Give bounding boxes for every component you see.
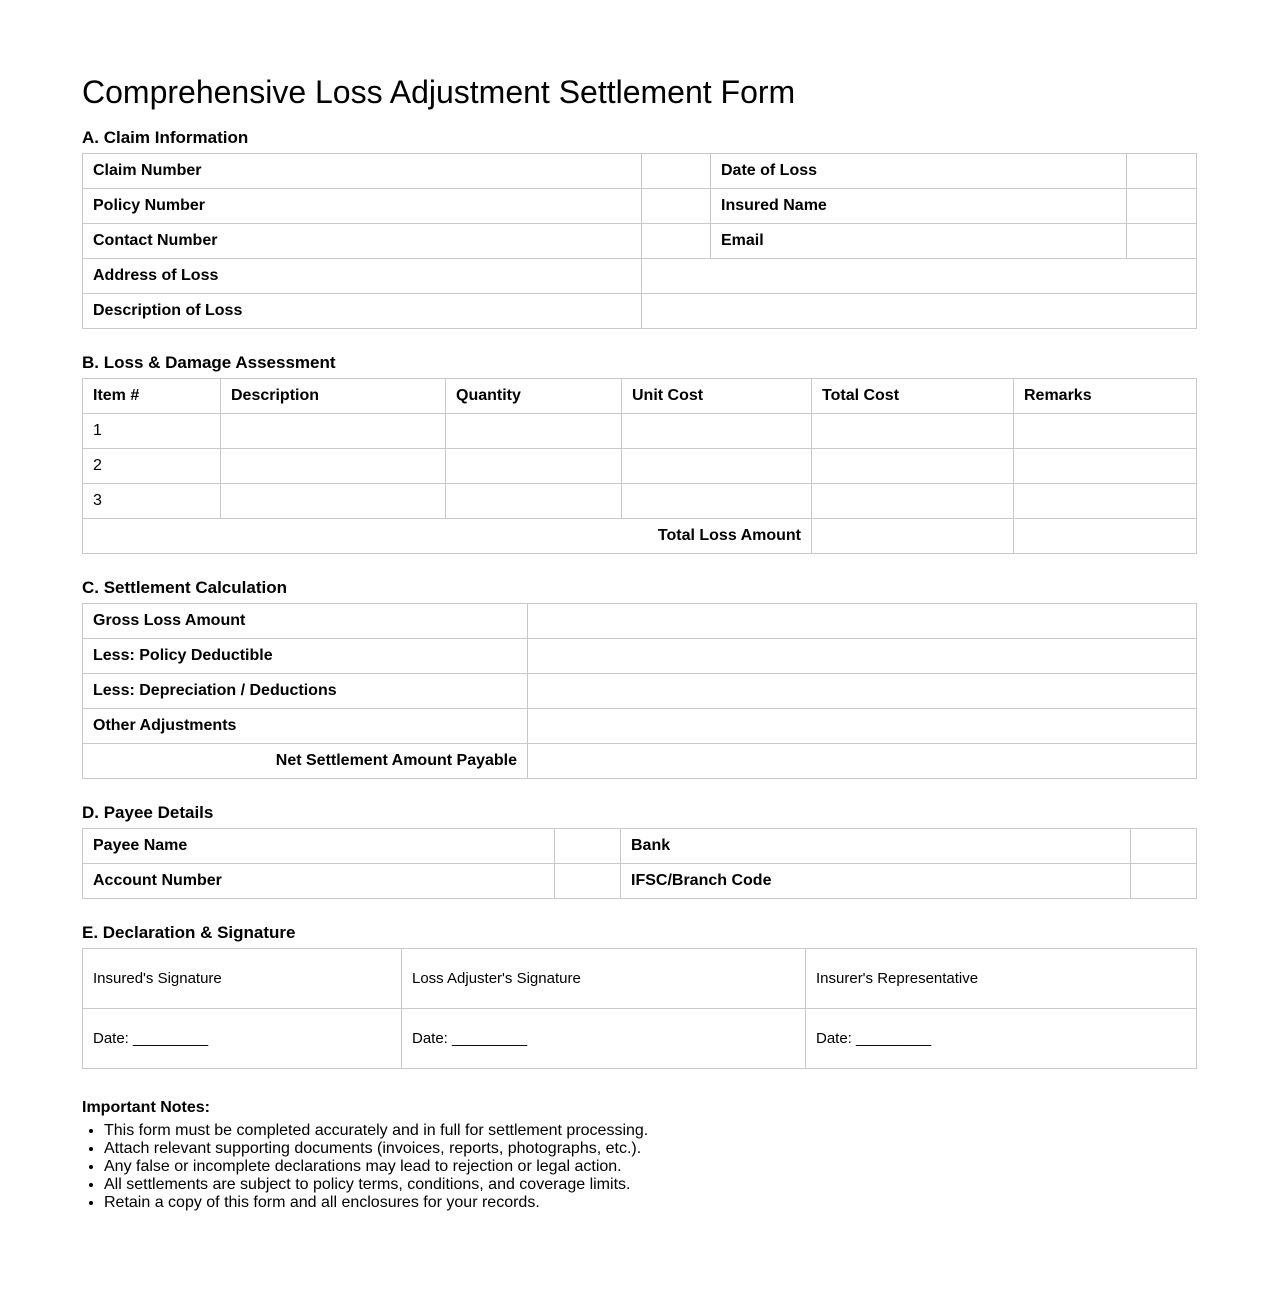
other-adjustments-label: Other Adjustments [83, 709, 528, 744]
payee-name-label: Payee Name [83, 829, 555, 864]
claim-number-field[interactable] [642, 154, 711, 189]
table-row [83, 414, 1197, 449]
table-row [83, 1009, 1197, 1069]
unit-cost-field[interactable] [622, 414, 812, 449]
notes-title: Important Notes: [82, 1099, 210, 1116]
unit-cost-field[interactable] [622, 484, 812, 519]
policy-deductible-label: Less: Policy Deductible [83, 639, 528, 674]
policy-number-label: Policy Number [83, 189, 642, 224]
address-of-loss-field[interactable] [642, 259, 1197, 294]
loss-adjuster-signature-field[interactable]: Loss Adjuster's Signature [402, 949, 806, 1009]
depreciation-label: Less: Depreciation / Deductions [83, 674, 528, 709]
email-label: Email [711, 224, 1127, 259]
total-cost-field[interactable] [812, 484, 1014, 519]
table-row [83, 829, 1197, 864]
policy-deductible-field[interactable] [528, 639, 1197, 674]
claim-number-label: Claim Number [83, 154, 642, 189]
remarks-field[interactable] [1014, 414, 1197, 449]
email-field[interactable] [1127, 224, 1197, 259]
payee-name-field[interactable] [555, 829, 621, 864]
table-row [83, 604, 1197, 639]
bank-field[interactable] [1131, 829, 1197, 864]
form-title: Comprehensive Loss Adjustment Settlement Form [82, 74, 796, 110]
notes-list [82, 1122, 1196, 1212]
total-cost-field[interactable] [812, 414, 1014, 449]
date-of-loss-field[interactable] [1127, 154, 1197, 189]
item-number-cell: 1 [83, 414, 221, 449]
quantity-field[interactable] [446, 484, 622, 519]
quantity-field[interactable] [446, 449, 622, 484]
payee-details-table [82, 828, 1197, 899]
table-row [83, 259, 1197, 294]
insurer-representative-signature-field[interactable]: Insurer's Representative [806, 949, 1197, 1009]
section-e-title: E. Declaration & Signature [82, 923, 296, 942]
other-adjustments-field[interactable] [528, 709, 1197, 744]
table-row [83, 154, 1197, 189]
section-c-title: C. Settlement Calculation [82, 578, 287, 597]
list-item: • Any false or incomplete declarations may lead to rejection or legal action. [104, 1158, 1196, 1176]
list-item: • Attach relevant supporting documents (invoices, reports, photographs, etc.). [104, 1140, 1196, 1158]
header-item-number: Item # [83, 379, 221, 414]
item-number-cell: 2 [83, 449, 221, 484]
loss-assessment-table [82, 378, 1197, 554]
table-row [83, 449, 1197, 484]
section-a-title: A. Claim Information [82, 128, 249, 147]
ifsc-label: IFSC/Branch Code [621, 864, 1131, 899]
address-of-loss-label: Address of Loss [83, 259, 642, 294]
list-item: • All settlements are subject to policy terms, conditions, and coverage limits. [104, 1176, 1196, 1194]
insured-name-label: Insured Name [711, 189, 1127, 224]
important-notes [82, 1098, 1196, 1212]
table-header-row [83, 379, 1197, 414]
insured-name-field[interactable] [1127, 189, 1197, 224]
quantity-field[interactable] [446, 414, 622, 449]
claim-information-table [82, 153, 1197, 329]
account-number-field[interactable] [555, 864, 621, 899]
table-row [83, 864, 1197, 899]
insured-date-field[interactable]: Date: _________ [83, 1009, 402, 1069]
description-field[interactable] [221, 484, 446, 519]
total-loss-amount-label: Total Loss Amount [83, 519, 812, 554]
ifsc-field[interactable] [1131, 864, 1197, 899]
table-row [83, 224, 1197, 259]
table-row [83, 484, 1197, 519]
total-loss-amount-field[interactable] [812, 519, 1014, 554]
contact-number-field[interactable] [642, 224, 711, 259]
header-quantity: Quantity [446, 379, 622, 414]
account-number-label: Account Number [83, 864, 555, 899]
remarks-field[interactable] [1014, 449, 1197, 484]
insured-signature-field[interactable]: Insured's Signature [83, 949, 402, 1009]
total-loss-remarks-field[interactable] [1014, 519, 1197, 554]
list-item: • Retain a copy of this form and all enclosures for your records. [104, 1194, 1196, 1212]
table-row [83, 949, 1197, 1009]
description-field[interactable] [221, 414, 446, 449]
header-total-cost: Total Cost [812, 379, 1014, 414]
table-row [83, 519, 1197, 554]
section-b-title: B. Loss & Damage Assessment [82, 353, 336, 372]
date-of-loss-label: Date of Loss [711, 154, 1127, 189]
header-description: Description [221, 379, 446, 414]
description-of-loss-label: Description of Loss [83, 294, 642, 329]
bank-label: Bank [621, 829, 1131, 864]
unit-cost-field[interactable] [622, 449, 812, 484]
table-row [83, 189, 1197, 224]
loss-adjuster-date-field[interactable]: Date: _________ [402, 1009, 806, 1069]
settlement-calculation-table [82, 603, 1197, 779]
total-cost-field[interactable] [812, 449, 1014, 484]
table-row [83, 674, 1197, 709]
net-settlement-label: Net Settlement Amount Payable [83, 744, 528, 779]
header-remarks: Remarks [1014, 379, 1197, 414]
header-unit-cost: Unit Cost [622, 379, 812, 414]
insurer-representative-date-field[interactable]: Date: _________ [806, 1009, 1197, 1069]
table-row [83, 294, 1197, 329]
table-row [83, 744, 1197, 779]
list-item: • This form must be completed accurately and in full for settlement processing. [104, 1122, 1196, 1140]
item-number-cell: 3 [83, 484, 221, 519]
remarks-field[interactable] [1014, 484, 1197, 519]
description-of-loss-field[interactable] [642, 294, 1197, 329]
table-row [83, 639, 1197, 674]
section-d-title: D. Payee Details [82, 803, 214, 822]
gross-loss-amount-label: Gross Loss Amount [83, 604, 528, 639]
gross-loss-amount-field[interactable] [528, 604, 1197, 639]
net-settlement-field[interactable] [528, 744, 1197, 779]
table-row [83, 709, 1197, 744]
depreciation-field[interactable] [528, 674, 1197, 709]
description-field[interactable] [221, 449, 446, 484]
contact-number-label: Contact Number [83, 224, 642, 259]
policy-number-field[interactable] [642, 189, 711, 224]
declaration-signature-table [82, 948, 1197, 1069]
